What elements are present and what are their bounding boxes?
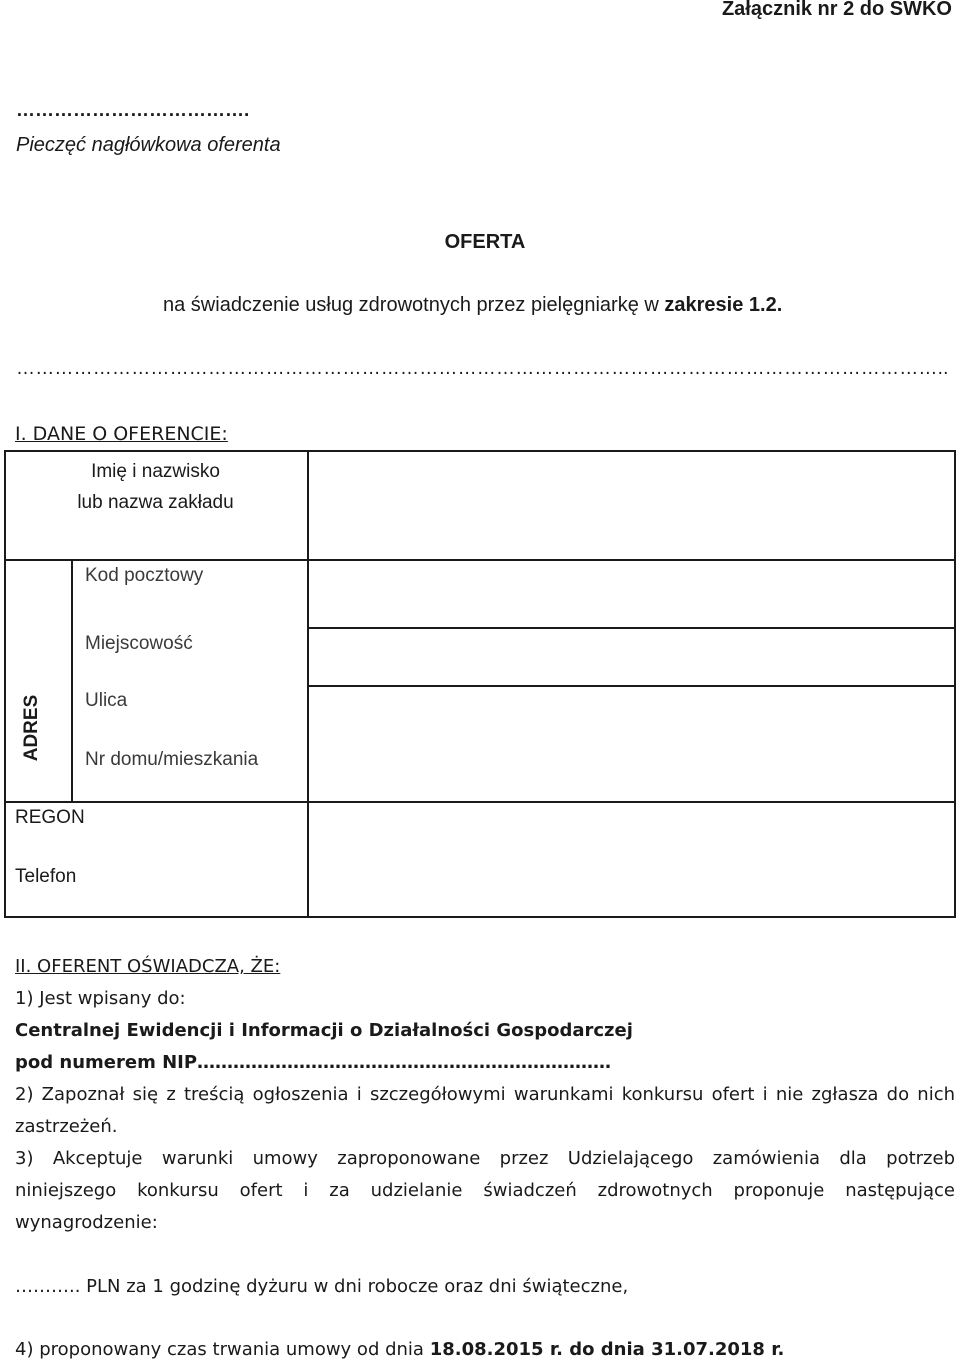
name-label-line1: Imię i nazwisko <box>91 461 220 482</box>
address-group-label: ADRES <box>21 694 42 762</box>
item-4-date-from: 18.08.2015 r. <box>429 1339 563 1360</box>
item-4-middle: do dnia <box>562 1339 652 1360</box>
name-field[interactable] <box>309 452 954 559</box>
offer-title: OFERTA <box>444 231 526 253</box>
rate-line: ……….. PLN za 1 godzinę dyżuru w dni robocze oraz dni świąteczne, <box>15 1276 629 1297</box>
item-3-line2: niniejszego konkursu ofert i za udzielanie świadczeń zdrowotnych proponuje następujące <box>15 1180 955 1201</box>
offeror-data-table <box>4 450 956 918</box>
item-3-line1: 3) Akceptuje warunki umowy zaproponowane przez Udzielającego zamówienia dla potrzeb <box>15 1148 955 1169</box>
postal-code-field[interactable] <box>309 561 954 627</box>
item-2-line1: 2) Zapoznał się z treścią ogłoszenia i szczegółowymi warunkami konkursu ofert i nie zgłasza do nich <box>15 1084 955 1105</box>
item-1-intro: 1) Jest wpisany do: <box>15 988 186 1009</box>
offer-subtitle-scope: zakresie 1.2. <box>664 294 783 316</box>
table-border-right <box>954 450 956 918</box>
offer-subtitle-text: na świadczenie usług zdrowotnych przez pielęgniarkę w <box>163 294 665 316</box>
street-label: Ulica <box>85 690 128 711</box>
item-2-line2: zastrzeżeń. <box>15 1116 118 1137</box>
city-field[interactable] <box>309 629 954 685</box>
stamp-placeholder-dots: ………………………………. <box>16 100 250 121</box>
regon-label: REGON <box>15 807 85 828</box>
address-group-divider <box>71 559 73 803</box>
city-label: Miejscowość <box>85 633 193 654</box>
item-3-line3: wynagrodzenie: <box>15 1212 158 1233</box>
offer-subtitle <box>163 294 782 317</box>
section-1-heading: I. DANE O OFERENCIE: <box>15 423 228 445</box>
stamp-label: Pieczęć nagłówkowa oferenta <box>16 134 281 156</box>
item-1-register: Centralnej Ewidencji i Informacji o Działalności Gospodarczej <box>15 1020 633 1041</box>
scope-dots-line: ……………………………………………………………………………………………………………………………….. <box>16 358 949 379</box>
street-house-field[interactable] <box>309 687 954 801</box>
table-border-left <box>4 450 6 918</box>
item-4-prefix: 4) proponowany czas trwania umowy od dnia <box>15 1339 430 1360</box>
section-2-heading: II. OFERENT OŚWIADCZA, ŻE: <box>15 956 281 977</box>
table-border-bottom <box>4 916 956 918</box>
phone-label: Telefon <box>15 866 77 887</box>
item-4-line <box>15 1339 784 1360</box>
postal-code-label: Kod pocztowy <box>85 565 204 586</box>
house-number-label: Nr domu/mieszkania <box>85 749 259 770</box>
name-label <box>4 456 307 518</box>
item-1-nip: pod numerem NIP…………………………………………………………… <box>15 1052 612 1073</box>
item-4-date-to: 31.07.2018 r. <box>651 1339 785 1360</box>
regon-phone-field[interactable] <box>309 803 954 916</box>
attachment-label: Załącznik nr 2 do SWKO <box>721 0 952 20</box>
name-label-line2: lub nazwa zakładu <box>77 492 234 513</box>
